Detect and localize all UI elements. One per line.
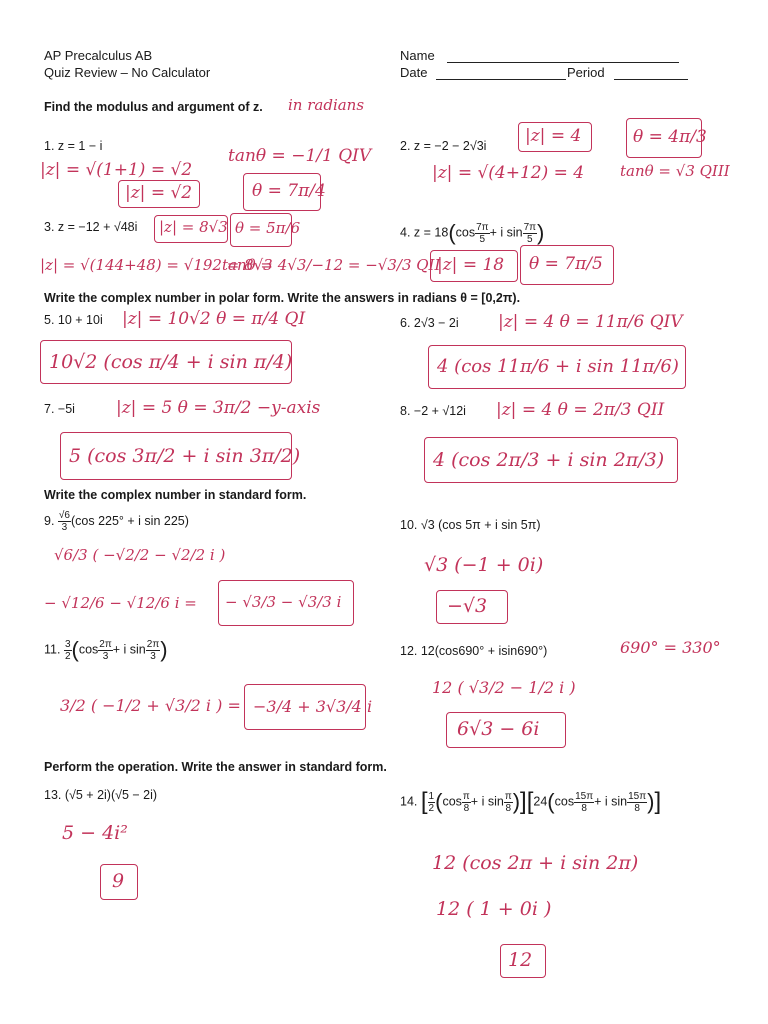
problem-10: 10. √3 (cos 5π + i sin 5π) xyxy=(400,518,541,532)
date-label: Date xyxy=(400,65,428,80)
answer-10-line1: √3 (−1 + 0i) xyxy=(424,554,544,576)
answer-12: 6√3 − 6i xyxy=(457,718,540,740)
answer-1-theta: θ = 7π/4 xyxy=(252,181,326,201)
answer-6: 4 (cos 11π/6 + i sin 11π/6) xyxy=(437,356,679,377)
answer-3-modulus-boxed: |z| = 8√3 xyxy=(159,218,228,236)
problem-14: 14. [ $\frac{1}{2}$ (cos $\frac{\pi}{8}$ + i sin $\frac{\pi}{8}$ )][24(cos $\frac{15\pi}{8}$ + i sin $\frac{15\pi}{8}$ )] xyxy=(400,788,662,815)
problem-13: 13. (√5 + 2i)(√5 − 2i) xyxy=(44,788,158,802)
answer-6-box xyxy=(428,345,686,389)
answer-1-tan: tanθ = −1/1 QIV xyxy=(228,146,372,166)
answer-12-line1: 12 ( √3/2 − 1/2 i ) xyxy=(432,678,576,697)
answer-14-line1: 12 (cos 2π + i sin 2π) xyxy=(432,852,639,874)
answer-13-line1: 5 − 4i² xyxy=(62,822,128,844)
problem-9: 9. $\frac{√6}{3}$ (cos 225° + i sin 225) xyxy=(44,510,189,533)
answer-14-box xyxy=(500,944,546,978)
answer-13: 9 xyxy=(112,870,125,892)
name-line xyxy=(447,62,679,63)
answer-1-modulus-work: |z| = √(1+1) = √2 xyxy=(40,160,193,180)
problem-7: 7. −5i xyxy=(44,402,75,416)
date-line xyxy=(436,79,566,80)
answer-3-theta: θ = 5π/6 xyxy=(235,219,301,237)
problem-4: 4. z = 18(cos $\frac{7\pi}{5}$ + i sin $\frac{7\pi}{5}$ ) xyxy=(400,220,545,245)
section-operations: Perform the operation. Write the answer in standard form. xyxy=(44,760,387,774)
answer-7: 5 (cos 3π/2 + i sin 3π/2) xyxy=(69,445,301,467)
problem-8: 8. −2 + √12i xyxy=(400,404,466,418)
answer-1-modulus: |z| = √2 xyxy=(125,183,193,203)
answer-13-box xyxy=(100,864,138,900)
answer-9: − √3/3 − √3/3 i xyxy=(225,593,342,611)
problem-9-num: 9. xyxy=(44,513,55,528)
answer-7-work: |z| = 5 θ = 3π/2 −y-axis xyxy=(116,398,321,418)
answer-2-modulus-work: |z| = √(4+12) = 4 xyxy=(432,163,585,183)
answer-4-theta: θ = 7π/5 xyxy=(529,254,603,274)
answer-2-tan: tanθ = √3 QIII xyxy=(620,162,730,180)
section-note: in radians xyxy=(288,96,365,114)
problem-9-expr: (cos 225° + i sin 225) xyxy=(70,513,189,528)
answer-3-tan: tanθ = 4√3/−12 = −√3/3 QII xyxy=(222,256,441,274)
quiz-title: Quiz Review – No Calculator xyxy=(44,65,211,80)
answer-4-theta-box xyxy=(520,245,614,285)
answer-10: −√3 xyxy=(447,595,488,617)
problem-6: 6. 2√3 − 2i xyxy=(400,316,459,330)
answer-11: −3/4 + 3√3/4 i xyxy=(253,697,373,716)
answer-3-theta-box xyxy=(230,213,301,247)
name-label: Name xyxy=(400,48,435,63)
answer-8-box xyxy=(424,437,678,483)
answer-12-note: 690° = 330° xyxy=(620,638,721,657)
answer-2-modulus-boxed: |z| = 4 xyxy=(525,126,582,146)
answer-7-box xyxy=(60,432,301,480)
answer-9-box xyxy=(218,580,354,626)
section-polar-form: Write the complex number in polar form. Write the answers in radians θ = [0,2π). xyxy=(44,291,521,305)
problem-11: 11. $\frac{3}{2}$ (cos $\frac{2\pi}{3}$ + i sin $\frac{2\pi}{3}$ ) xyxy=(44,637,168,662)
answer-3-modulus-box xyxy=(154,215,228,243)
section-modulus-argument: Find the modulus and argument of z. xyxy=(44,100,263,114)
answer-5-work: |z| = 10√2 θ = π/4 QI xyxy=(122,309,306,329)
answer-2-modulus-box xyxy=(518,122,592,152)
period-line xyxy=(614,79,688,80)
answer-4-modulus: |z| = 18 xyxy=(437,255,505,275)
answer-4-modulus-box xyxy=(430,250,518,282)
answer-9-line2: − √12/6 − √12/6 i = xyxy=(44,594,197,612)
answer-5: 10√2 (cos π/4 + i sin π/4) xyxy=(49,351,293,373)
answer-14-line2: 12 ( 1 + 0i ) xyxy=(436,898,552,920)
problem-1: 1. z = 1 − i xyxy=(44,139,103,153)
section-standard-form: Write the complex number in standard form. xyxy=(44,488,307,502)
answer-11-box xyxy=(244,684,373,730)
problem-2: 2. z = −2 − 2√3i xyxy=(400,139,487,153)
answer-11-line: 3/2 ( −1/2 + √3/2 i ) = xyxy=(60,696,241,715)
answer-2-theta-box xyxy=(626,118,707,158)
answer-5-box xyxy=(40,340,292,384)
problem-14-num: 14. xyxy=(400,794,418,809)
answer-6-work: |z| = 4 θ = 11π/6 QIV xyxy=(498,312,683,332)
answer-14: 12 xyxy=(508,949,533,971)
course-title: AP Precalculus AB xyxy=(44,48,153,63)
answer-1-modulus-box xyxy=(118,180,200,208)
problem-4-lead: 4. z = 18 xyxy=(400,225,449,240)
problem-5: 5. 10 + 10i xyxy=(44,313,103,327)
answer-2-theta: θ = 4π/3 xyxy=(633,127,707,147)
answer-9-line1: √6/3 ( −√2/2 − √2/2 i ) xyxy=(54,546,226,564)
answer-12-box xyxy=(446,712,566,748)
answer-8-work: |z| = 4 θ = 2π/3 QII xyxy=(496,400,665,420)
problem-12: 12. 12(cos690° + isin690°) xyxy=(400,644,548,658)
answer-10-box xyxy=(436,590,508,624)
answer-1-theta-box xyxy=(243,173,326,211)
period-label: Period xyxy=(567,65,605,80)
problem-11-num: 11. xyxy=(44,642,61,657)
answer-3-modulus-work: |z| = √(144+48) = √192 = 8√3 xyxy=(40,256,273,274)
answer-8: 4 (cos 2π/3 + i sin 2π/3) xyxy=(433,449,665,471)
problem-3: 3. z = −12 + √48i xyxy=(44,220,138,234)
